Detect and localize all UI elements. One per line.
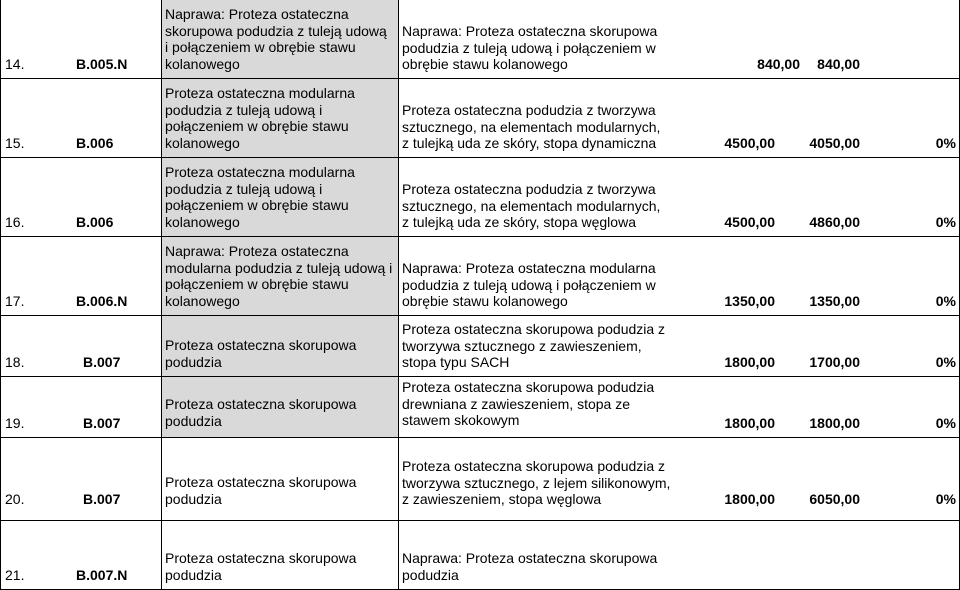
row-description: Proteza ostateczna podudzia z tworzywa sztucznego, na elementach modularnych, z tulejką uda ze skóry, stopa węglowa bbox=[402, 181, 661, 230]
row-code: B.007.N bbox=[76, 567, 128, 583]
row-border bbox=[0, 520, 960, 521]
row-description: Proteza ostateczna skorupowa podudzia z tworzywa sztucznego, z lejem silikonowym, z zawieszeniem, stopa węglowa bbox=[402, 458, 671, 507]
row-description: Naprawa: Proteza ostateczna modularna podudzia z tuleją udową i połączeniem w obrębie stawu kolanowego bbox=[402, 260, 656, 309]
row-border bbox=[0, 78, 960, 79]
row-description: Proteza ostateczna skorupowa podudzia drewniana z zawieszeniem, stopa ze stawem skokowym bbox=[402, 379, 655, 428]
row-name: Proteza ostateczna modularna podudzia z tuleją udową i połączeniem w obrębie stawu kolanowego bbox=[165, 85, 355, 151]
row-description: Proteza ostateczna skorupowa podudzia z tworzywa sztucznego z zawieszeniem, stopa typu SACH bbox=[402, 321, 666, 370]
row-code: B.006 bbox=[76, 214, 114, 230]
row-code: B.005.N bbox=[76, 56, 128, 72]
row-percent: 0% bbox=[935, 214, 956, 230]
row-price-a: 1350,00 bbox=[724, 293, 775, 309]
row-name: Proteza ostateczna skorupowa podudzia bbox=[165, 396, 357, 429]
row-code: B.007 bbox=[83, 354, 121, 370]
row-border bbox=[0, 157, 960, 158]
row-price-b: 4050,00 bbox=[809, 135, 860, 151]
row-name: Proteza ostateczna modularna podudzia z tuleją udową i połączeniem w obrębie stawu kolanowego bbox=[165, 164, 355, 230]
row-price-a: 1800,00 bbox=[724, 491, 775, 507]
row-price-a: 4500,00 bbox=[724, 214, 775, 230]
row-name: Proteza ostateczna skorupowa podudzia bbox=[165, 337, 357, 370]
column-border bbox=[398, 0, 399, 590]
row-border bbox=[0, 437, 960, 438]
row-price-a: 4500,00 bbox=[724, 135, 775, 151]
row-price-a: 840,00 bbox=[757, 56, 800, 72]
row-name: Naprawa: Proteza ostateczna skorupowa podudzia z tuleją udową i połączeniem w obrębie stawu kolanowego bbox=[165, 6, 387, 72]
row-number: 21. bbox=[5, 567, 25, 583]
row-price-b: 1800,00 bbox=[809, 415, 860, 431]
row-price-b: 6050,00 bbox=[809, 491, 860, 507]
row-code: B.007 bbox=[83, 415, 121, 431]
row-number: 15. bbox=[5, 135, 25, 151]
row-number: 14. bbox=[5, 56, 25, 72]
row-percent: 0% bbox=[935, 135, 956, 151]
row-border bbox=[0, 236, 960, 237]
row-price-a: 1800,00 bbox=[724, 354, 775, 370]
row-price-b: 840,00 bbox=[817, 56, 860, 72]
row-name: Proteza ostateczna skorupowa podudzia bbox=[165, 550, 357, 583]
row-name: Proteza ostateczna skorupowa podudzia bbox=[165, 474, 357, 507]
row-number: 16. bbox=[5, 214, 25, 230]
row-percent: 0% bbox=[935, 293, 956, 309]
column-border bbox=[0, 0, 1, 590]
row-number: 19. bbox=[5, 415, 25, 431]
row-percent: 0% bbox=[935, 491, 956, 507]
row-price-b: 4860,00 bbox=[809, 214, 860, 230]
row-description: Naprawa: Proteza ostateczna skorupowa podudzia z tuleją udową i połączeniem w obrębie stawu kolanowego bbox=[402, 23, 658, 72]
row-description: Naprawa: Proteza ostateczna skorupowa podudzia bbox=[402, 550, 658, 583]
row-name: Naprawa: Proteza ostateczna modularna podudzia z tuleją udową i połączeniem w obrębie stawu kolanowego bbox=[165, 243, 393, 309]
row-code: B.007 bbox=[83, 491, 121, 507]
column-border bbox=[161, 0, 162, 590]
row-price-b: 1700,00 bbox=[809, 354, 860, 370]
row-code: B.006 bbox=[76, 135, 114, 151]
row-percent: 0% bbox=[935, 415, 956, 431]
row-description: Proteza ostateczna podudzia z tworzywa sztucznego, na elementach modularnych, z tulejką uda ze skóry, stopa dynamiczna bbox=[402, 102, 661, 151]
row-number: 17. bbox=[5, 293, 25, 309]
row-number: 20. bbox=[5, 491, 25, 507]
row-percent: 0% bbox=[935, 354, 956, 370]
row-border bbox=[0, 315, 960, 316]
row-number: 18. bbox=[5, 354, 25, 370]
row-code: B.006.N bbox=[76, 293, 128, 309]
row-price-a: 1800,00 bbox=[724, 415, 775, 431]
row-price-b: 1350,00 bbox=[809, 293, 860, 309]
row-border bbox=[0, 376, 960, 377]
